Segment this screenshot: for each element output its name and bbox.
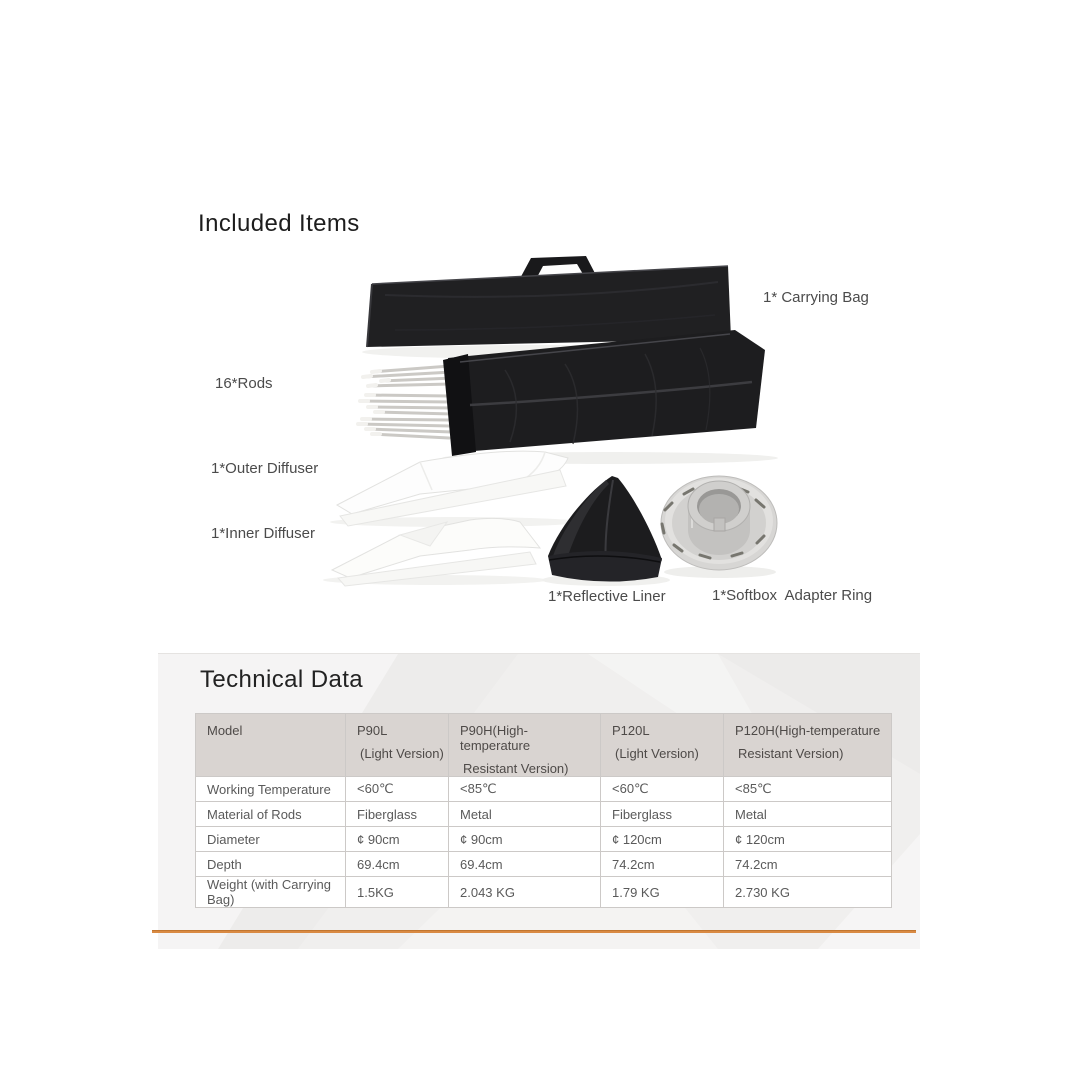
table-row: Working Temperature <60℃ <85℃ <60℃ <85℃ bbox=[196, 777, 892, 802]
row-label: Depth bbox=[196, 852, 346, 877]
header-p120l: P120L (Light Version) bbox=[601, 714, 724, 777]
folded-softbox-photo bbox=[442, 330, 778, 464]
row-label: Weight (with Carrying Bag) bbox=[196, 877, 346, 908]
label-carrying-bag: 1* Carrying Bag bbox=[763, 289, 869, 306]
row-label: Diameter bbox=[196, 827, 346, 852]
table-row: Weight (with Carrying Bag) 1.5KG 2.043 KG 1.79 KG 2.730 KG bbox=[196, 877, 892, 908]
table-header-row bbox=[196, 714, 892, 777]
label-outer-diffuser: 1*Outer Diffuser bbox=[211, 460, 319, 477]
label-adapter-ring: 1*Softbox Adapter Ring bbox=[712, 587, 873, 604]
header-p90l: P90L (Light Version) bbox=[346, 714, 449, 777]
technical-data-panel bbox=[158, 653, 920, 949]
header-p90h: P90H(High-temperature Resistant Version) bbox=[449, 714, 601, 777]
technical-data-table bbox=[195, 713, 892, 908]
inner-diffuser-photo bbox=[323, 518, 547, 586]
row-label: Material of Rods bbox=[196, 802, 346, 827]
rods-photo bbox=[358, 366, 454, 438]
carrying-bag-photo bbox=[362, 256, 738, 359]
label-reflective-liner: 1*Reflective Liner bbox=[548, 588, 666, 605]
adapter-ring-photo bbox=[661, 476, 777, 578]
header-model: Model bbox=[196, 714, 346, 777]
outer-diffuser-photo bbox=[330, 451, 580, 527]
included-items-title: Included Items bbox=[198, 210, 360, 237]
header-p120h: P120H(High-temperature Resistant Version) bbox=[724, 714, 892, 777]
table-row: Depth 69.4cm 69.4cm 74.2cm 74.2cm bbox=[196, 852, 892, 877]
technical-data-title: Technical Data bbox=[200, 666, 364, 693]
table-row: Material of Rods Fiberglass Metal Fiberglass Metal bbox=[196, 802, 892, 827]
label-rods: 16*Rods bbox=[215, 375, 273, 392]
reflective-liner-photo bbox=[542, 476, 670, 586]
row-label: Working Temperature bbox=[196, 777, 346, 802]
table-row: Diameter ¢ 90cm ¢ 90cm ¢ 120cm ¢ 120cm bbox=[196, 827, 892, 852]
label-inner-diffuser: 1*Inner Diffuser bbox=[211, 525, 315, 542]
accent-divider bbox=[152, 930, 916, 933]
